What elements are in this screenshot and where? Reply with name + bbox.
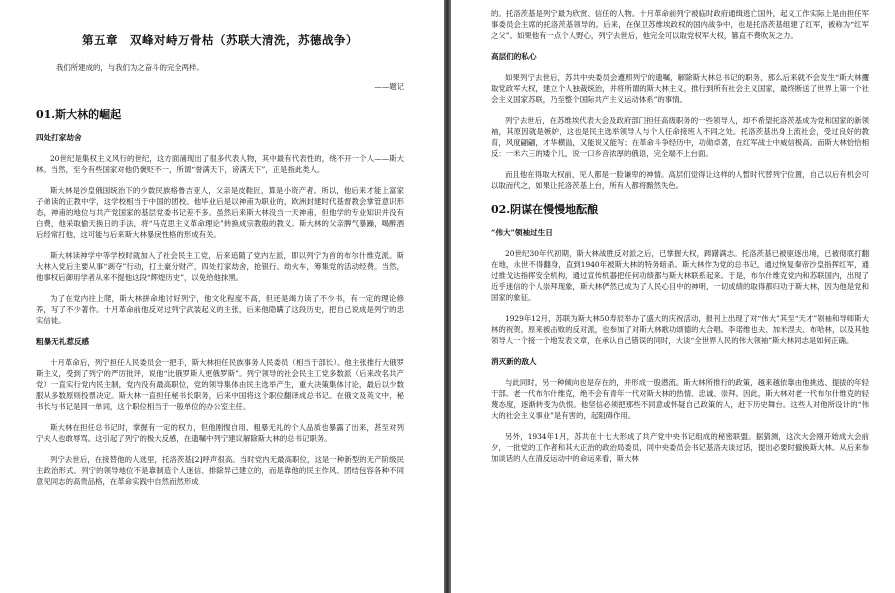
paragraph: 斯大林是沙皇俄国统治下的少数民族格鲁吉亚人，父亲是皮鞋匠，算是小资产者。所以，他后来才能上富家子弟读的正教中学，这学校相当于中国的团校。他毕业后是以神甫为职业的，欧洲封建时代基督教会掌管意识形态，神甫的地位与共产党国家的基层党委书记差不多。虽然后来斯大林没当一天神甫，但他学的专业知识并没有白费，他采取偷天换日的手法，将“马克思主义革命理论”转换成宗教般的教义。斯大林的父亲脾气暴躁，喝醉酒后经常打他，这可能与后来斯大林暴戾性格的形成有关。 xyxy=(36,186,404,239)
right-page xyxy=(451,0,895,593)
left-page xyxy=(0,0,444,593)
paragraph: 1929年12月，苏联为斯大林50寿辰举办了盛大的庆祝活动，报刊上出现了对“伟大”其至“天才”领袖和导师斯大林的祝贺。原来被击败的反对派，也参加了对斯大林歌功颂德的大合唱。李诺维也夫、加米涅夫、布哈林，以及其他领导人一个接一个地发表文章，在承认自己错误的同时，大谈“全世界人民的伟大领袖”斯大林同志是如何正确。 xyxy=(491,314,869,345)
paragraph: 另外，1934年1月，苏共在十七大形成了共产党中央书记组成的秘密联盟。据猜测，这次大会刚开始成大会前夕，一批党的工作者和其大正治的政治局委员，同中央委员会书记基洛夫谈过话，提出必要时撤换斯大林。从后来参加谈话的人在清反运动中的命运来看，斯大林 xyxy=(491,432,869,463)
paragraph: 斯大林读神学中等学校时就加入了社会民主工党，后来追随了党内左派，即以列宁为首的布尔什维克派。斯大林入党后主要从事“剥夺”行动，打土豪分财产，四处打家劫舍，抢银行、劫火车，筹集党的活动经费。当然，他事权后御用学者从来不提他这段“辉煌历史”，以免给他抹黑。 xyxy=(36,251,404,282)
section-title: 02.阴谋在慢慢地酝酿 xyxy=(491,203,599,216)
paragraph: 与此同时，另一种倾向也是存在的，并形成一股潜流。斯大林所推行的政策，越来越依靠由他挑选、提拔的年轻干部。老一代布尔什维克，绝不会有青年一代对斯大林的热情、忠诚、崇拜。因此，斯大林对老一代布尔什维克的轻蔑态度，逐渐转变为仇恨。他坚信必须把那些不同意或怀疑自己政策的人，赶下历史舞台。这些人对他所设计的“伟大的社会主义事业”是有害的，起阻碍作用。 xyxy=(491,378,869,420)
paragraph: 列宁去世后，在接替他的人选里，托洛茨基[2]呼声很高。当时党内无最高职位，这是一种新型的无产阶级民主政治形式。列宁的领导地位不是靠制造个人迷信、排除异己建立的，而是靠他的民主作风、团结包容各种不同意见同志的高贵品格，在革命实践中自然而然形成 xyxy=(36,455,404,486)
subsection-title: “伟大”领袖过生日 xyxy=(491,228,553,237)
paragraph: 斯大林在担任总书记时，掌握有一定的权力，但他刚愎自用、粗暴无礼的个人品质也暴露了出来，甚至对列宁夫人也敢辱骂。这引起了列宁的极大反感，在遗嘱中列宁建议解除斯大林的总书记职务。 xyxy=(36,423,404,443)
paragraph: 为了在党内往上爬，斯大林拼命地讨好列宁，他文化程度不高，但还是竭力读了不少书，有一定的理论修养，写了不少著作。十月革命前他反对过列宁武装起义的主张，后来他隐瞒了这段历史，把自己说成是列宁的忠实信徒。 xyxy=(36,294,404,325)
subsection-title: 高层们的私心 xyxy=(491,52,537,61)
chapter-title: 第五章 双峰对峙万骨枯（苏联大清洗，苏德战争） xyxy=(82,33,358,47)
paragraph: 列宁去世后，在苏维埃代表大会及政府部门担任高级职务的一些领导人，却不希望托洛茨基成为党和国家的新领袖，其原因就是嫉妒，这也是民主选举领导人与个人任命接班人不同之处。托洛茨基出身上流社会，受过良好的教育，风度翩翩，才华横溢，又能说又能写；在革命斗争经历中，功勋卓著，在红军战士中威信极高。而斯大林恰恰相反：一米六三的矮个儿，说一口乡音浓厚的俄语，完全端不上台面。 xyxy=(491,116,869,158)
paragraph: 如果列宁去世后，苏共中央委员会遵照列宁的遗嘱，解除斯大林总书记的职务，那么后来就不会发生“斯大林攫取党政军大权，建立个人独裁统治，并将所谓的斯大林主义，推行到所有社会主义国家，最终断送了世界上第一个社会主义国家苏联，乃至整个国际共产主义运动体系”的事情。 xyxy=(491,73,869,104)
subsection-title: 粗暴无礼惹反感 xyxy=(36,337,90,346)
paragraph: 而且他在得取大权前，见人都是一脸谦卑的神情。高层们觉得让这样的人暂时代替列宁位置，自己以后有机会可以取而代之，如果让托洛茨基上台，所有人都将黯然失色。 xyxy=(491,170,869,190)
epigraph-source: ——题记 xyxy=(374,82,404,91)
subsection-title: 消灭新的敌人 xyxy=(491,357,537,366)
section-title: 01.斯大林的崛起 xyxy=(36,108,122,121)
paragraph: 的。托洛茨基是列宁最为欣赏、信任的人物。十月革命前列宁被临时政府通缉逃亡国外，起义工作实际上是由担任军事委员会主席的托洛茨基领导的。后来，在保卫苏维埃政权的国内战争中，也是托洛茨基组建了红军，被称为“红军之父”。如果他有一点个人野心，列宁去世后，他完全可以取党权军大权，篡直不费吹灰之力。 xyxy=(491,9,869,40)
epigraph: 我们所建成的，与我们为之奋斗的完全两样。 xyxy=(56,63,204,72)
subsection-title: 四处打家劫舍 xyxy=(36,133,82,142)
paragraph: 20世纪30年代初期，斯大林战胜反对派之后，已掌握大权，踌躇满志。托洛茨基已被驱逐出境，已被彻底打翻在地，永世不得翻身，直到1940年被斯大林的特务暗杀。斯大林作为党的总书记，通过恢复秦帝沙皇指挥红军，通过推戈达指挥安全机构，通过宣传机器把任何功绩都与斯大林联系起来。于是，布尔什维克党内和苏联国内，出现了近乎迷信的个人崇拜现象，斯大林俨然已成为了人民心目中的神明，一切成绩的取得都归功于斯大林，因为他是党和国家的象征。 xyxy=(491,249,869,302)
page-gutter xyxy=(444,0,451,593)
paragraph: 20世纪是集权主义风行的世纪，这方面涌现出了很多代表人物，其中最有代表性的，绕不开一个人——斯大林。当然，至今有些国家对他仍褒贬不一，所谓“誉满天下，谤满天下”，正是指此类人。 xyxy=(36,154,404,174)
paragraph: 十月革命后，列宁担任人民委员会一把手，斯大林担任民族事务人民委员（相当于部长）。他主张推行大俄罗斯主义，受到了列宁的严厉批评，说他“比俄罗斯人更俄罗斯”。列宁领导的社会民主工党多数派（后来改名共产党）一直实行党内民主制，党内没有最高职位，党的领导集体由民主选举产生，重大决策集体讨论，最后以少数服从多数原则投票决定。斯大林一直担任秘书长职务，后来中国将这个职位翻译成总书记。在俄文及英文中，秘书长与书记是同一单词，这个职位相当于一般单位的办公室主任。 xyxy=(36,358,404,411)
